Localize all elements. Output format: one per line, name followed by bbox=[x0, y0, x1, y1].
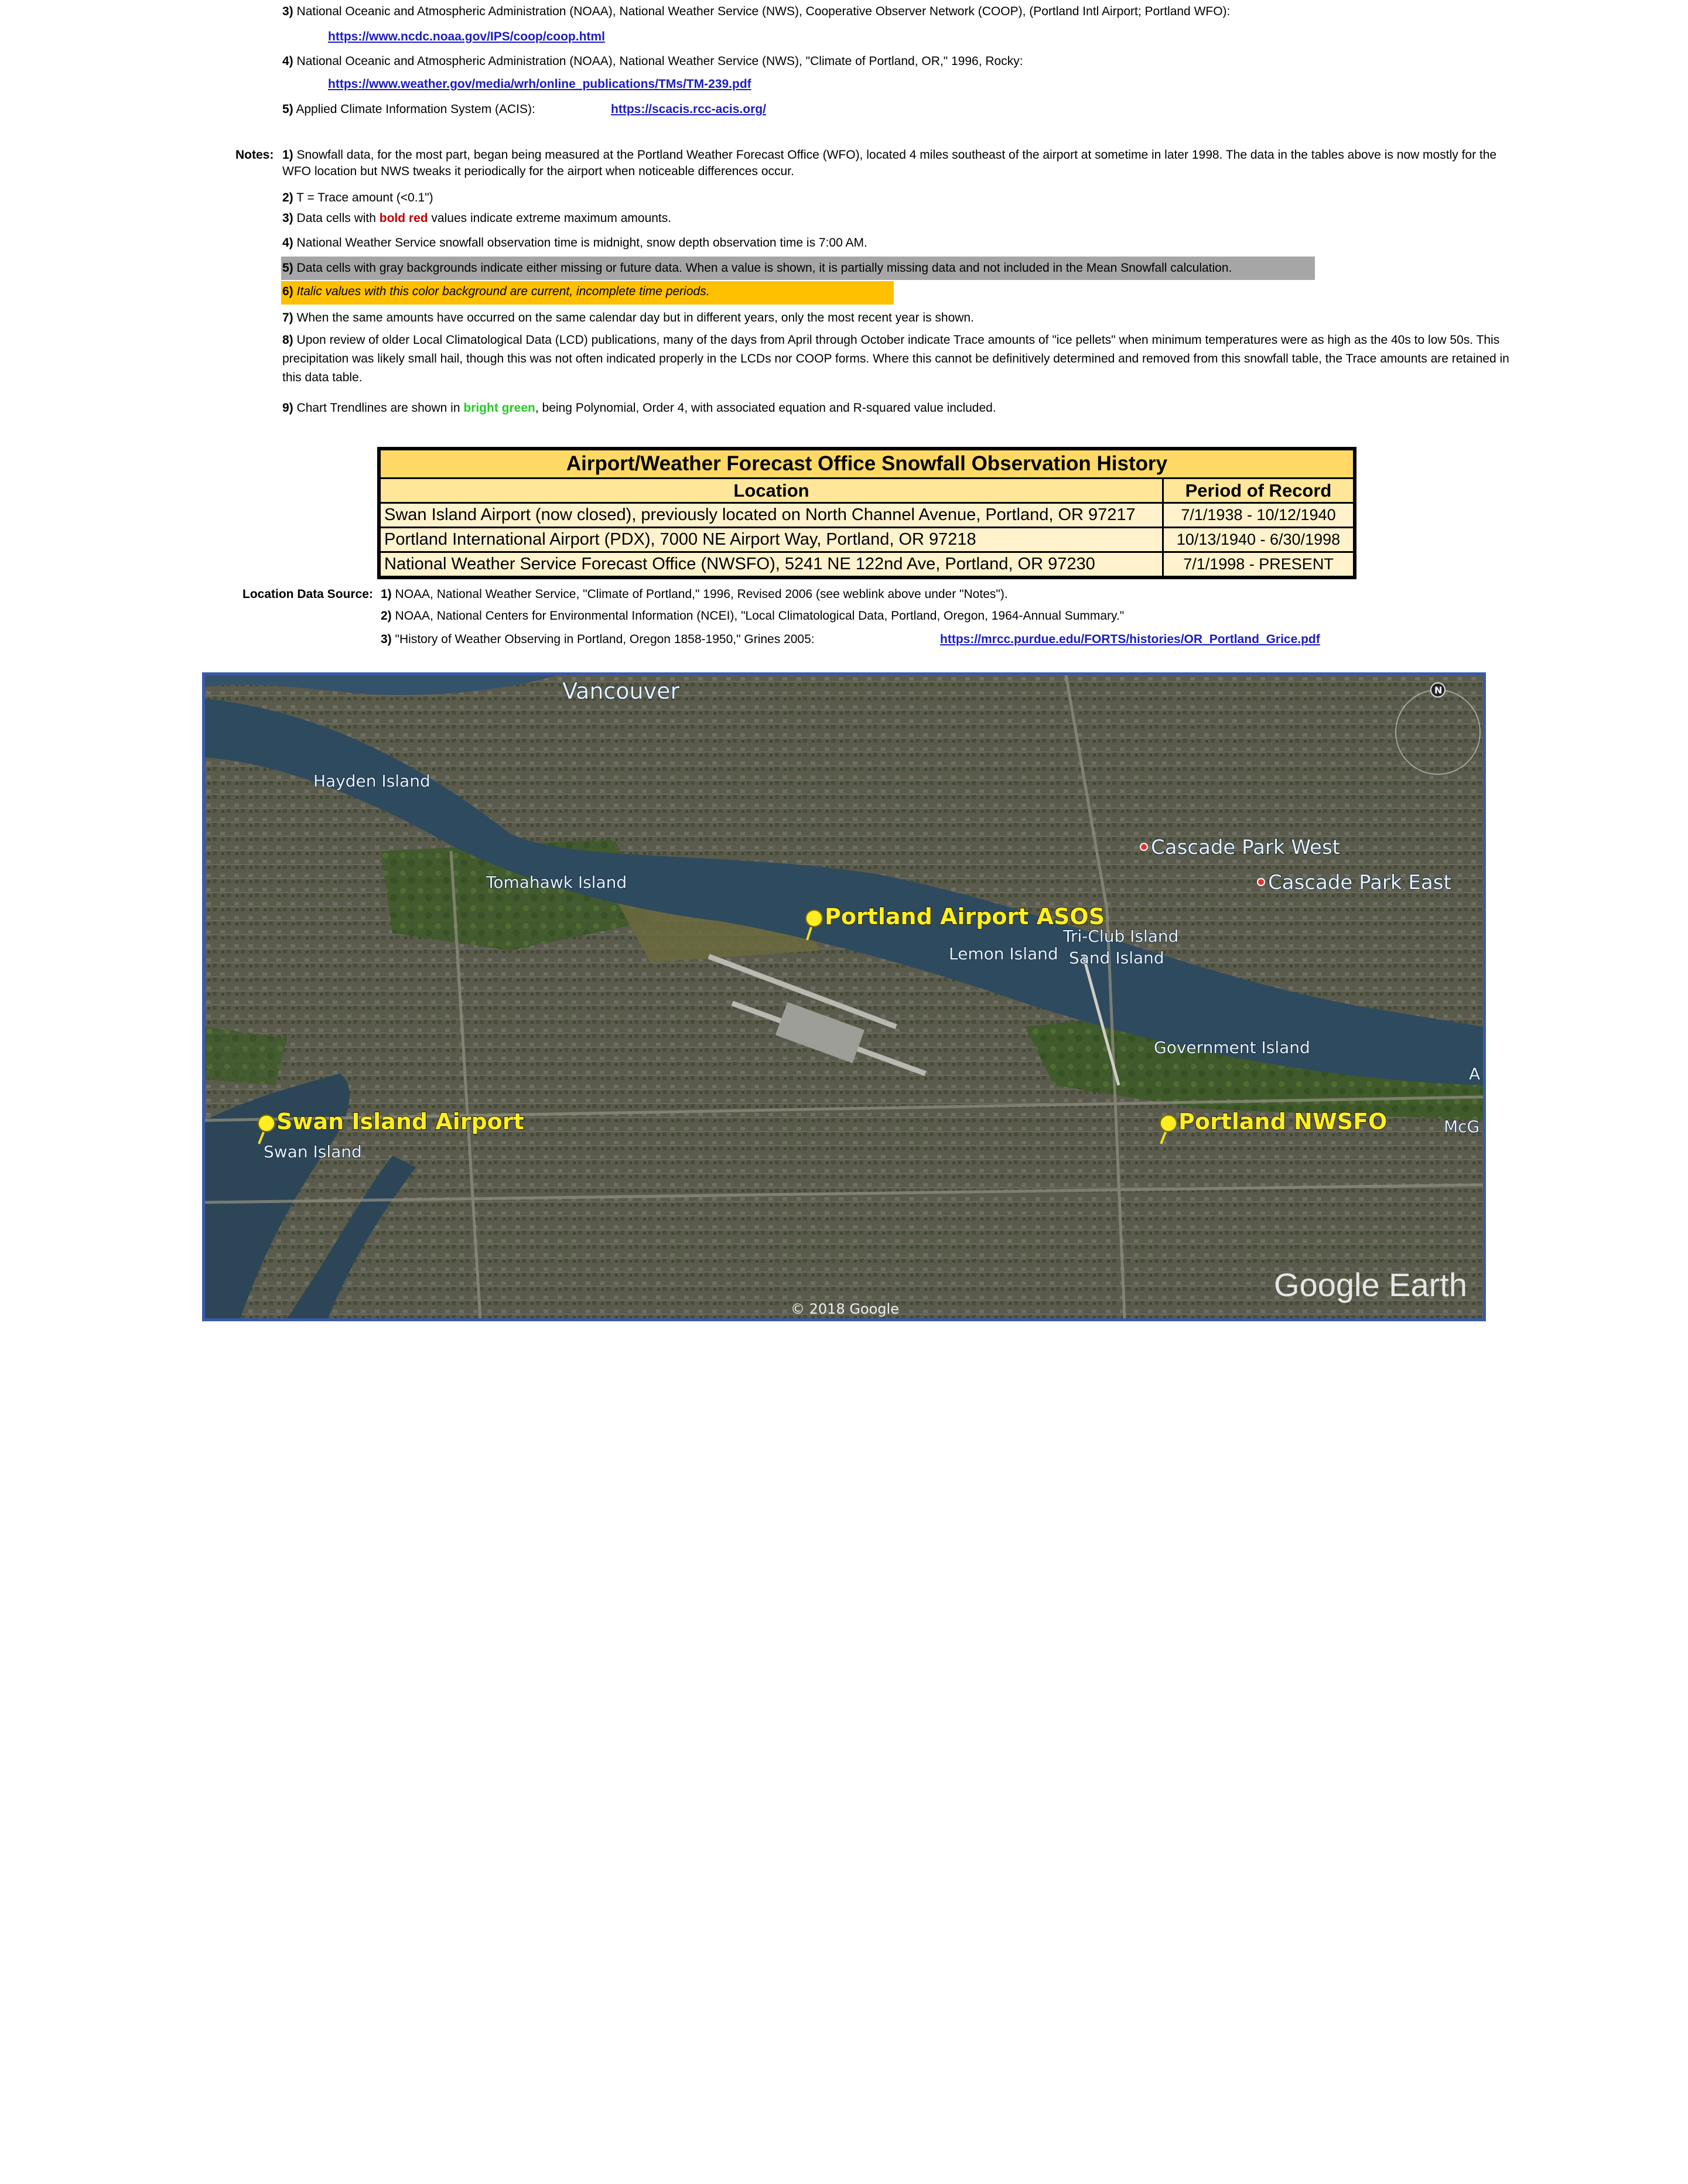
note-1-num: 1) bbox=[282, 148, 293, 162]
location-source-3 bbox=[381, 631, 815, 648]
map-svg bbox=[205, 675, 1483, 1318]
source-4-link[interactable]: https://www.weather.gov/media/wrh/online_publications/TMs/TM-239.pdf bbox=[328, 77, 751, 91]
location-source-1 bbox=[381, 586, 1008, 603]
note-3-num: 3) bbox=[282, 211, 293, 225]
source-5-text: Applied Climate Information System (ACIS): bbox=[296, 102, 535, 116]
period-cell: 7/1/1938 - 10/12/1940 bbox=[1163, 503, 1355, 528]
location-source-3-num: 3) bbox=[381, 633, 392, 646]
col-header-period: Period of Record bbox=[1163, 479, 1355, 503]
note-6 bbox=[281, 281, 894, 305]
note-7 bbox=[282, 310, 974, 326]
source-3-link[interactable]: https://www.ncdc.noaa.gov/IPS/coop/coop.html bbox=[328, 30, 605, 43]
source-3-text: National Oceanic and Atmospheric Administration (NOAA), National Weather Service (NWS), Cooperative Observer Network (COOP), (Portland Intl Airport; Portland WFO): bbox=[296, 5, 1231, 18]
source-5-link[interactable]: https://scacis.rcc-acis.org/ bbox=[611, 102, 766, 116]
label-cascade-park-west: Cascade Park West bbox=[1151, 836, 1340, 859]
compass-north-label: N bbox=[1434, 685, 1443, 696]
label-sand-island: Sand Island bbox=[1069, 948, 1164, 968]
note-2 bbox=[282, 190, 433, 206]
col-header-location: Location bbox=[379, 479, 1163, 503]
label-government-island: Government Island bbox=[1154, 1038, 1310, 1057]
location-source-1-text: NOAA, National Weather Service, "Climate of Portland," 1996, Revised 2006 (see weblink above under "Notes"). bbox=[395, 587, 1008, 601]
notes-label: Notes: bbox=[235, 148, 274, 162]
source-3-num: 3) bbox=[282, 5, 293, 18]
note-9-pre: Chart Trendlines are shown in bbox=[296, 401, 464, 415]
location-source-3-text: "History of Weather Observing in Portland, Oregon 1858-1950," Grines 2005: bbox=[395, 633, 815, 646]
label-mcg: McG bbox=[1444, 1117, 1480, 1136]
note-8-num: 8) bbox=[282, 333, 293, 347]
note-4-text: National Weather Service snowfall observation time is midnight, snow depth observation time is 7:00 AM. bbox=[296, 236, 867, 249]
note-3-post: values indicate extreme maximum amounts. bbox=[428, 211, 672, 225]
label-vancouver: Vancouver bbox=[562, 678, 680, 704]
note-9 bbox=[282, 400, 996, 416]
note-8 bbox=[282, 331, 1510, 387]
note-9-num: 9) bbox=[282, 401, 293, 415]
satellite-map bbox=[202, 672, 1486, 1321]
label-hayden-island: Hayden Island bbox=[313, 771, 430, 791]
label-lemon-island: Lemon Island bbox=[949, 944, 1058, 963]
place-dot-icon bbox=[1258, 879, 1265, 886]
pin-label-portland-airport-asos: Portland Airport ASOS bbox=[825, 904, 1105, 929]
location-cell: Portland International Airport (PDX), 7000 NE Airport Way, Portland, OR 97218 bbox=[379, 528, 1163, 552]
note-8-text: Upon review of older Local Climatological Data (LCD) publications, many of the days from April through October indicate Trace amounts of "ice pellets" when minimum temperatures were as high as the 40s to low 50s. This precipitation was likely small hail, though this was not often indicated properly in the LCDs nor COOP forms. Where this cannot be definitively determined and removed from this snowfall table, the Trace amounts are retained in this data table. bbox=[282, 333, 1509, 384]
note-3 bbox=[282, 210, 671, 227]
label-swan-island: Swan Island bbox=[264, 1142, 362, 1161]
note-1-text: Snowfall data, for the most part, began being measured at the Portland Weather Forecast Office (WFO), located 4 miles southeast of the airport at sometime in later 1998. The data in the tables above is now mostly for the WFO location but NWS tweaks it periodically for the airport when noticeable differences occur. bbox=[282, 148, 1497, 178]
source-4-text: National Oceanic and Atmospheric Administration (NOAA), National Weather Service (NWS), "Climate of Portland, OR," 1996, Rocky: bbox=[296, 54, 1023, 68]
note-1 bbox=[282, 147, 1506, 180]
observation-history-table bbox=[377, 447, 1356, 579]
location-source-1-num: 1) bbox=[381, 587, 392, 601]
note-3-highlight: bold red bbox=[379, 211, 428, 225]
table-title: Airport/Weather Forecast Office Snowfall Observation History bbox=[379, 449, 1355, 479]
note-9-highlight: bright green bbox=[463, 401, 535, 415]
pin-label-portland-nwsfo: Portland NWSFO bbox=[1178, 1109, 1388, 1134]
table-row bbox=[379, 528, 1355, 552]
location-source-3-link[interactable]: https://mrcc.purdue.edu/FORTS/histories/OR_Portland_Grice.pdf bbox=[940, 633, 1320, 646]
pin-label-swan-island-airport: Swan Island Airport bbox=[276, 1109, 524, 1134]
location-source-2 bbox=[381, 608, 1124, 624]
note-6-text: Italic values with this color background are current, incomplete time periods. bbox=[296, 285, 710, 298]
label-tomahawk-island: Tomahawk Island bbox=[486, 873, 627, 892]
period-cell: 10/13/1940 - 6/30/1998 bbox=[1163, 528, 1355, 552]
source-5 bbox=[282, 101, 535, 118]
location-source-2-text: NOAA, National Centers for Environmental Information (NCEI), "Local Climatological Data, Portland, Oregon, 1964-Annual Summary." bbox=[395, 609, 1125, 623]
place-dot-icon bbox=[1140, 843, 1147, 850]
table-row bbox=[379, 503, 1355, 528]
source-4 bbox=[282, 53, 1023, 70]
map-copyright: © 2018 Google bbox=[791, 1301, 899, 1317]
location-cell: National Weather Service Forecast Office (NWSFO), 5241 NE 122nd Ave, Portland, OR 97230 bbox=[379, 552, 1163, 578]
label-tri-club-island: Tri-Club Island bbox=[1063, 927, 1179, 946]
note-5-text: Data cells with gray backgrounds indicate either missing or future data. When a value is shown, it is partially missing data and not included in the Mean Snowfall calculation. bbox=[296, 261, 1232, 275]
note-2-num: 2) bbox=[282, 191, 293, 204]
label-a: A bbox=[1469, 1064, 1481, 1084]
note-4 bbox=[282, 235, 867, 251]
label-cascade-park-east: Cascade Park East bbox=[1268, 871, 1451, 894]
note-3-pre: Data cells with bbox=[296, 211, 380, 225]
note-7-text: When the same amounts have occurred on the same calendar day but in different years, only the most recent year is shown. bbox=[296, 311, 974, 324]
note-6-num: 6) bbox=[282, 285, 293, 298]
source-3 bbox=[282, 4, 1230, 20]
note-5 bbox=[281, 257, 1315, 280]
note-5-num: 5) bbox=[282, 261, 293, 275]
note-9-post: , being Polynomial, Order 4, with associated equation and R-squared value included. bbox=[535, 401, 996, 415]
note-7-num: 7) bbox=[282, 311, 293, 324]
location-cell: Swan Island Airport (now closed), previously located on North Channel Avenue, Portland, OR 97217 bbox=[379, 503, 1163, 528]
note-2-text: T = Trace amount (<0.1") bbox=[296, 191, 433, 204]
google-earth-logo: Google Earth bbox=[1274, 1266, 1467, 1303]
note-4-num: 4) bbox=[282, 236, 293, 249]
table-row bbox=[379, 552, 1355, 578]
location-source-label: Location Data Source: bbox=[242, 587, 373, 601]
location-source-2-num: 2) bbox=[381, 609, 392, 623]
source-5-num: 5) bbox=[282, 102, 293, 116]
period-cell: 7/1/1998 - PRESENT bbox=[1163, 552, 1355, 578]
source-4-num: 4) bbox=[282, 54, 293, 68]
